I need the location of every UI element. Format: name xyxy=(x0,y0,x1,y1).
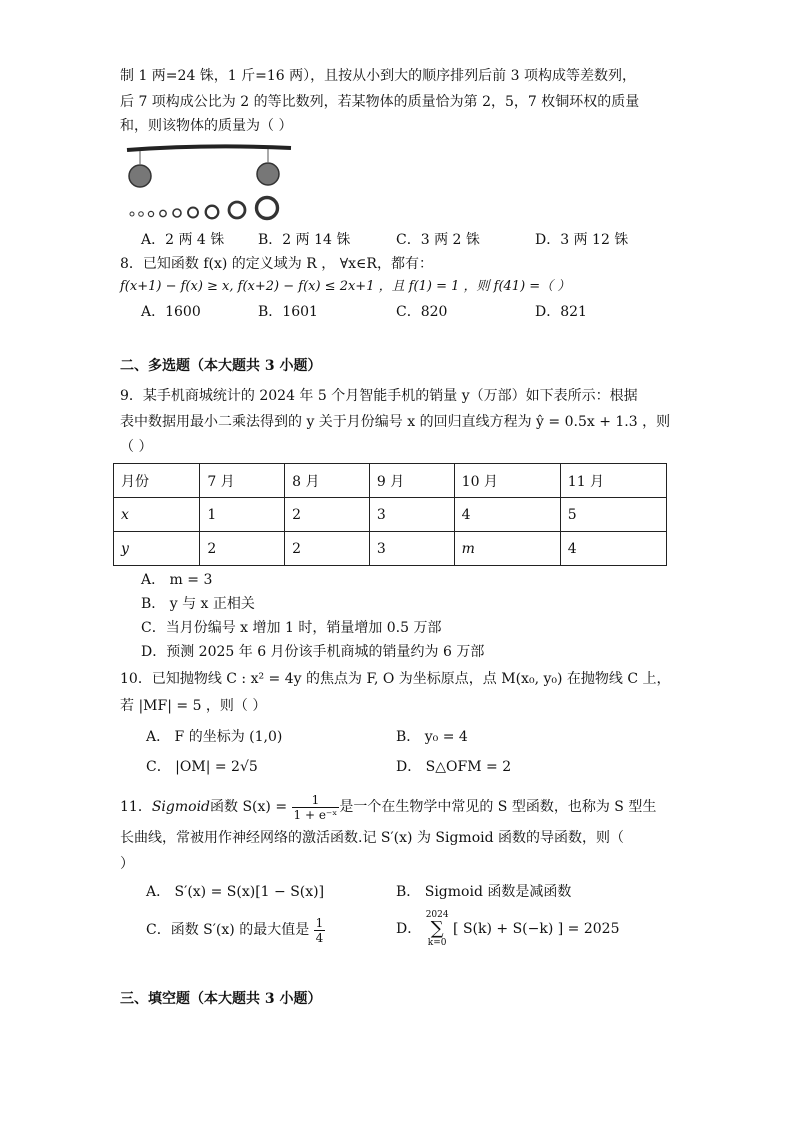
table-cell: 5 xyxy=(560,498,666,532)
q11-text-b: 是一个在生物学中常见的 S 型函数，也称为 S 型生 xyxy=(339,799,657,815)
q8-line-1: 8．已知函数 f(x) 的定义域为 R ， ∀x∈R，都有： xyxy=(120,256,433,272)
sigma-icon: ∑ xyxy=(430,918,444,939)
sum-lower-limit: k=0 xyxy=(427,938,447,948)
section-heading-fill-in: 三、填空题（本大题共 3 小题） xyxy=(120,991,322,1007)
table-row xyxy=(114,532,667,566)
q9-line-3: （ ） xyxy=(120,439,153,455)
table-cell: y xyxy=(114,532,200,566)
bronze-ring-weights-image xyxy=(124,140,294,224)
q11-line-2: 长曲线，常被用作神经网络的激活函数.记 S′(x) 为 Sigmoid 函数的导函数，则（ xyxy=(120,830,625,846)
fraction-denominator: 1 + e⁻ˣ xyxy=(293,807,338,822)
q11-option-c[interactable] xyxy=(146,914,325,946)
q11-text-a: 函数 S(x) = xyxy=(210,799,288,815)
q9-line-1: 9．某手机商城统计的 2024 年 5 个月智能手机的销量 y（万部）如下表所示：根据 xyxy=(120,388,638,404)
summation-symbol xyxy=(426,910,449,948)
table-cell: 11 月 xyxy=(560,464,666,498)
q11-option-d-label: D． xyxy=(396,921,422,937)
q8-option-c[interactable]: C．820 xyxy=(396,304,448,320)
q11-option-d[interactable] xyxy=(396,910,620,948)
q11-line-3: ） xyxy=(120,856,134,872)
table-cell: 3 xyxy=(369,498,454,532)
table-row xyxy=(114,498,667,532)
q7-line-1: 制 1 两=24 铢，1 斤=16 两），且按从小到大的顺序排列后前 3 项构成等差数列， xyxy=(120,68,636,84)
q9-option-b[interactable]: B． y 与 x 正相关 xyxy=(141,596,255,612)
q10-line-1: 10．已知抛物线 C : x² = 4y 的焦点为 F, O 为坐标原点，点 M(x₀, y₀) 在抛物线 C 上， xyxy=(120,671,671,687)
sigmoid-fraction xyxy=(292,793,340,822)
q10-option-b[interactable]: B． y₀ = 4 xyxy=(396,729,468,745)
table-cell: 4 xyxy=(454,498,560,532)
q7-line-2: 后 7 项构成公比为 2 的等比数列，若某物体的质量恰为第 2，5，7 枚铜环权的质量 xyxy=(120,94,640,110)
q11-option-c-text: C．函数 S′(x) 的最大值是 xyxy=(146,922,310,938)
table-cell: 7 月 xyxy=(200,464,285,498)
table-cell: 4 xyxy=(560,532,666,566)
q9-option-d[interactable]: D．预测 2025 年 6 月份该手机商城的销量约为 6 万部 xyxy=(141,644,485,660)
fraction-denominator: 4 xyxy=(315,930,324,945)
section-heading-multiple-choice: 二、多选题（本大题共 3 小题） xyxy=(120,358,322,374)
q8-option-a[interactable]: A．1600 xyxy=(141,304,201,320)
table-cell: 3 xyxy=(369,532,454,566)
q11-option-b[interactable]: B． Sigmoid 函数是减函数 xyxy=(396,884,572,900)
q10-option-d[interactable]: D． S△OFM = 2 xyxy=(396,759,512,775)
table-cell: 1 xyxy=(200,498,285,532)
sum-upper-limit: 2024 xyxy=(425,910,449,920)
q7-line-3: 和，则该物体的质量为（ ） xyxy=(120,118,293,134)
q11-option-d-body: [ S(k) + S(−k) ] = 2025 xyxy=(453,921,620,937)
table-cell: 2 xyxy=(285,532,370,566)
sigmoid-term: Sigmoid xyxy=(151,799,211,815)
sales-table xyxy=(113,463,667,566)
table-cell: m xyxy=(454,532,560,566)
table-cell: 月份 xyxy=(114,464,200,498)
q9-line-2: 表中数据用最小二乘法得到的 y 关于月份编号 x 的回归直线方程为 ŷ = 0.5x + 1.3 ，则 xyxy=(120,414,671,430)
table-cell: 9 月 xyxy=(369,464,454,498)
q10-line-2: 若 |MF| = 5 ，则（ ） xyxy=(120,698,267,714)
q7-option-c[interactable]: C．3 两 2 铢 xyxy=(396,232,480,248)
table-cell: 2 xyxy=(285,498,370,532)
table-row xyxy=(114,464,667,498)
q8-option-b[interactable]: B．1601 xyxy=(258,304,318,320)
fraction-numerator: 1 xyxy=(315,915,324,930)
q7-option-b[interactable]: B．2 两 14 铢 xyxy=(258,232,351,248)
q9-option-a[interactable]: A． m = 3 xyxy=(141,572,213,588)
table-cell: 10 月 xyxy=(454,464,560,498)
table-cell: 2 xyxy=(200,532,285,566)
q7-option-a[interactable]: A．2 两 4 铢 xyxy=(141,232,225,248)
fraction-numerator: 1 xyxy=(292,793,340,808)
q10-option-c[interactable]: C． |OM| = 2√5 xyxy=(146,759,258,775)
q8-line-2: f(x+1) − f(x) ≥ x, f(x+2) − f(x) ≤ 2x+1 ，且 f(1) = 1 ，则 f(41) =（ ） xyxy=(120,279,571,294)
q8-option-d[interactable]: D．821 xyxy=(535,304,587,320)
table-cell: x xyxy=(114,498,200,532)
q9-option-c[interactable]: C．当月份编号 x 增加 1 时，销量增加 0.5 万部 xyxy=(141,620,442,636)
q11-line-1 xyxy=(120,790,656,824)
q10-option-a[interactable]: A． F 的坐标为 (1,0) xyxy=(146,729,283,745)
table-cell: 8 月 xyxy=(285,464,370,498)
q11-option-a[interactable]: A． S′(x) = S(x)[1 − S(x)] xyxy=(146,884,325,900)
q7-option-d[interactable]: D．3 两 12 铢 xyxy=(535,232,629,248)
quarter-fraction xyxy=(314,916,326,945)
q11-number: 11． xyxy=(120,799,152,815)
